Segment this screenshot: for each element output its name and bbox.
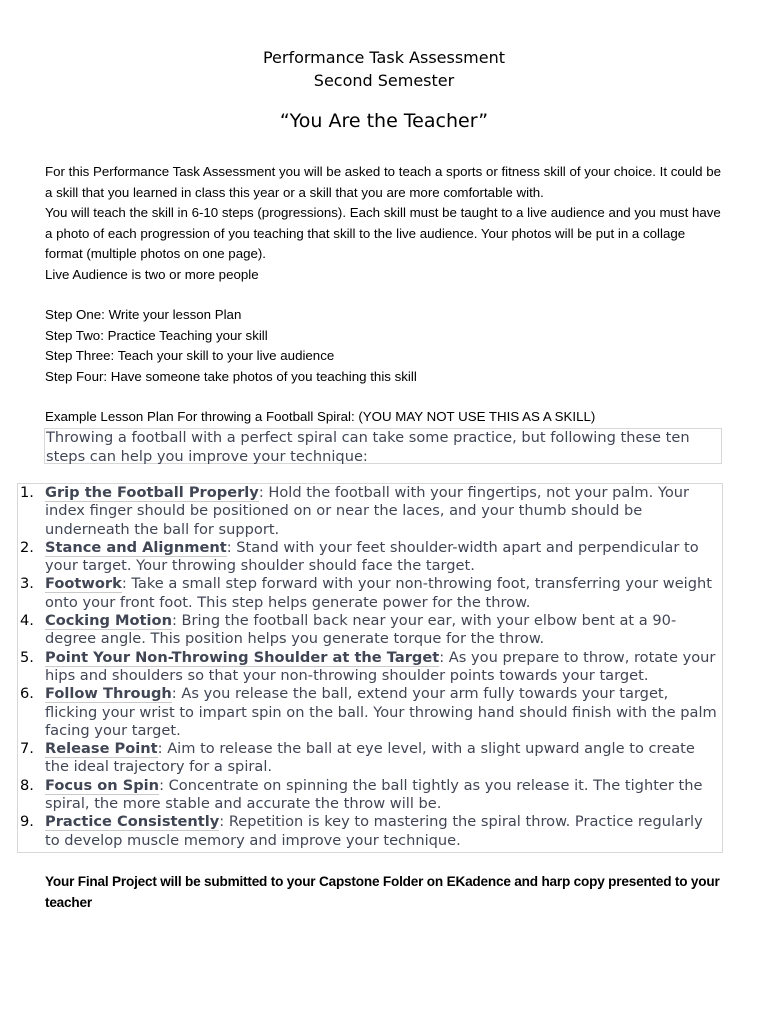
item-number: 2. [20,538,34,556]
step-line: Step One: Write your lesson Plan [45,307,242,322]
item-term: Cocking Motion [45,612,172,630]
item-text: : Repetition is key to mastering the spiral throw. Practice regularly to develop muscle memory and improve your technique. [45,813,703,849]
list-item [17,649,723,686]
item-number: 8. [20,776,34,794]
final-project-note: Your Final Project will be submitted to your Capstone Folder on EKadence and harp copy presented to your teacher [45,874,720,910]
lead-text: Throwing a football with a perfect spiral can take some practice, but following these ten steps can help you improve your technique: [46,429,690,465]
page-subtitle-semester: Second Semester [313,71,455,90]
list-item [17,612,723,649]
list-item [17,575,723,612]
step-line: Step Four: Have someone take photos of you teaching this skill [45,368,417,384]
item-text: : Stand with your feet shoulder-width apart and perpendicular to your target. Your throwing shoulder should face the target. [45,538,699,575]
intro-paragraph: Live Audience is two or more people [45,266,259,282]
item-term: Footwork [45,575,122,593]
intro-paragraph: You will teach the skill in 6-10 steps (progressions). Each skill must be taught to a live audience and you must have a photo of each progression of you teaching that skill to the live audience. Your photos will be put in a collage format (multiple photos on one page). [45,205,721,261]
item-text: : Concentrate on spinning the ball tightly as you release it. The tighter the spiral, the more stable and accurate the throw will be. [45,776,703,813]
steps-section [45,305,725,387]
item-text: : Hold the football with your fingertips, not your palm. Your index finger should be positioned on or near the laces, and your thumb should be underneath the ball for support. [45,484,690,538]
list-item [17,740,723,777]
item-term: Follow Through [45,685,172,703]
list-item [17,539,723,576]
list-item [17,685,723,740]
item-number: 5. [20,648,34,666]
list-item [17,813,723,850]
item-text: : Bring the football back near your ear, with your elbow bent at a 90-degree angle. This position helps you generate torque for the throw. [45,612,677,648]
list-item [17,484,723,539]
item-text: : As you release the ball, extend your arm fully towards your target, flicking your wrist to impart spin on the ball. Your throwing hand should finish with the palm facing your target. [45,685,717,739]
page-title: Performance Task Assessment [262,48,506,67]
item-text: : Take a small step forward with your non-throwing foot, transferring your weight onto your front foot. This step helps generate power for the throw. [45,575,712,611]
intro-paragraph: For this Performance Task Assessment you will be asked to teach a sports or fitness skill of your choice. It could be a skill that you learned in class this year or a skill that you are more comfortable with. [45,164,721,200]
lesson-steps-list [17,484,723,850]
step-line: Step Two: Practice Teaching your skill [45,327,268,343]
item-number: 4. [20,612,34,630]
item-number: 6. [20,685,34,703]
list-item [17,777,723,814]
item-term: Point Your Non-Throwing Shoulder at the Target [45,648,440,666]
lead-text-box [44,428,722,464]
assignment-title: “You Are the Teacher” [279,110,489,132]
example-label: Example Lesson Plan For throwing a Football Spiral: (YOU MAY NOT USE THIS AS A SKILL) [45,409,596,424]
step-line: Step Three: Teach your skill to your live audience [45,348,335,363]
intro-section [45,162,725,285]
item-number: 3. [20,575,34,593]
item-number: 1. [20,484,34,501]
item-term: Focus on Spin [45,776,160,794]
item-text: : Aim to release the ball at eye level, with a slight upward angle to create the ideal trajectory for a spiral. [45,740,695,776]
item-term: Grip the Football Properly [45,484,259,501]
item-term: Release Point [45,740,158,758]
item-text: : As you prepare to throw, rotate your hips and shoulders so that your non-throwing shoulder points towards your target. [45,648,716,684]
item-term: Stance and Alignment [45,538,227,556]
item-number: 7. [20,740,34,758]
item-term: Practice Consistently [45,813,220,831]
item-number: 9. [20,813,34,831]
